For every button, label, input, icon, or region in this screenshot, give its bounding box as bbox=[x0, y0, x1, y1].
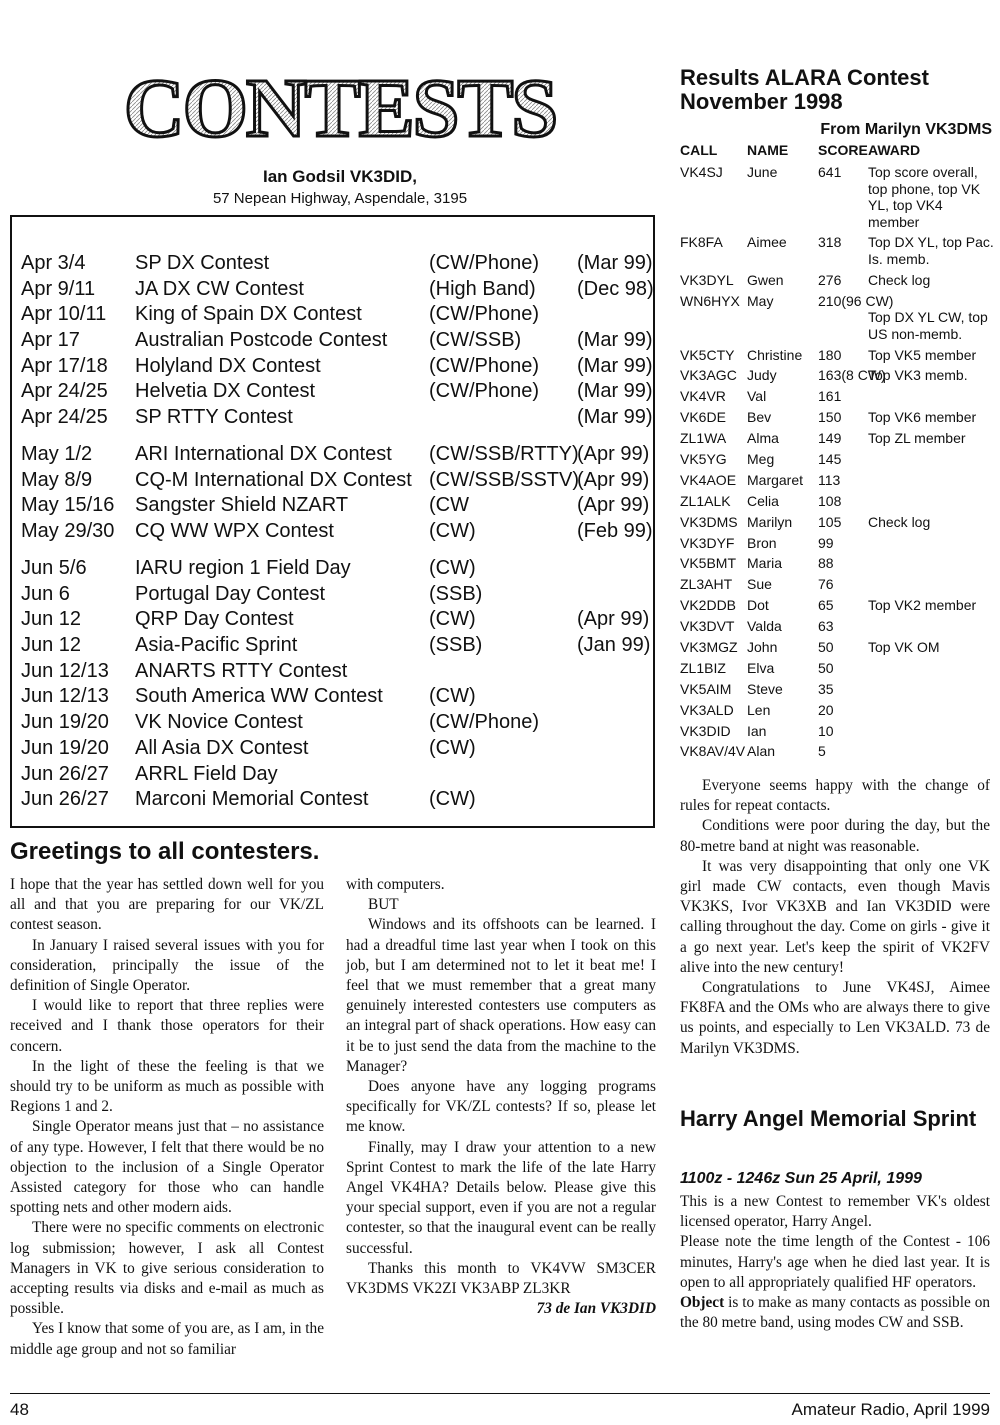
paragraph: It was very disappointing that only one VK girl made CW contacts, even though Mavis VK3KS, Ivor VK3XB and Ian VK3DID were calling throughout the day. Come on girls - give it a go next year. Let's keep the spirit of VK2FV alive into the new century! bbox=[680, 857, 990, 976]
result-name: Alan bbox=[747, 743, 776, 760]
header-call: CALL bbox=[680, 142, 718, 158]
results-row bbox=[680, 164, 992, 230]
paragraph: Yes I know that some of you are, as I am, in the middle age group and not so familiar bbox=[10, 1320, 324, 1358]
calendar-april bbox=[21, 250, 654, 430]
result-score: 10 bbox=[818, 722, 834, 739]
result-name: Judy bbox=[747, 367, 777, 384]
calendar-row bbox=[21, 735, 651, 761]
paragraph: Single Operator means just that – no assistance of any type. However, I felt that there would be no objection to the inclusion of a Single Operator Assisted category for those who can handle spotting nets and other modern aids. bbox=[10, 1118, 324, 1217]
contest-date: Apr 24/25 bbox=[21, 406, 108, 429]
result-name: Margaret bbox=[747, 471, 804, 488]
result-name: Valda bbox=[747, 618, 782, 635]
greetings-signature: 73 de Ian VK3DID bbox=[536, 1300, 656, 1318]
result-name: Aimee bbox=[747, 234, 787, 251]
calendar-row bbox=[21, 467, 651, 493]
result-award bbox=[868, 472, 994, 489]
result-score: 276 bbox=[818, 271, 842, 288]
result-award bbox=[868, 576, 994, 593]
calendar-june bbox=[21, 555, 651, 812]
result-score: 20 bbox=[818, 701, 834, 718]
contest-mode: (High Band) bbox=[429, 277, 536, 300]
results-row bbox=[680, 388, 992, 405]
contest-name: All Asia DX Contest bbox=[135, 736, 309, 759]
contest-reference: (Mar 99) bbox=[577, 354, 653, 377]
result-name: May bbox=[747, 292, 774, 309]
contest-calendar bbox=[10, 215, 655, 828]
result-score: 318 bbox=[818, 234, 842, 251]
contest-mode: (CW/SSB/RTTY) bbox=[429, 443, 579, 465]
contest-date: May 8/9 bbox=[21, 468, 93, 491]
calendar-row bbox=[21, 606, 651, 632]
calendar-row bbox=[21, 658, 651, 684]
contest-mode: (CW) bbox=[429, 685, 476, 708]
results-table bbox=[680, 164, 992, 764]
paragraph: Windows and its offshoots can be learned. I had a dreadful time last year when I took on this job, but I am determined not to let it beat me! I feel that we must remember that a great many genuinely interested contesters use computers as an integral part of shack operations. How easy can it be to just send the data from the machine to the Manager? bbox=[346, 916, 656, 1075]
contest-mode: (CW) bbox=[429, 520, 476, 543]
contest-name: Marconi Memorial Contest bbox=[135, 788, 369, 811]
contest-reference: (Mar 99) bbox=[577, 406, 653, 429]
contest-reference: (Feb 99) bbox=[577, 520, 653, 543]
contest-date: May 15/16 bbox=[21, 494, 115, 517]
greetings-heading: Greetings to all contesters. bbox=[10, 838, 320, 865]
results-row bbox=[680, 723, 992, 740]
result-score: 50 bbox=[818, 639, 834, 656]
calendar-row bbox=[21, 378, 651, 404]
calendar-row bbox=[21, 327, 651, 353]
contest-name: Helvetia DX Contest bbox=[135, 380, 316, 403]
calendar-row bbox=[21, 276, 654, 302]
publication-line: Amateur Radio, April 1999 bbox=[791, 1400, 990, 1419]
result-call: VK4VR bbox=[680, 388, 726, 405]
contest-date: Jun 12 bbox=[21, 634, 82, 657]
contest-reference: (Mar 99) bbox=[577, 329, 653, 352]
result-call: VK3MGZ bbox=[680, 639, 738, 656]
result-name: Elva bbox=[747, 659, 775, 676]
result-award: Top VK3 memb. bbox=[868, 367, 968, 384]
contest-name: Sangster Shield NZART bbox=[135, 494, 349, 517]
result-score: 105 bbox=[818, 513, 842, 530]
result-name: June bbox=[747, 164, 778, 180]
harry-object-label: Object bbox=[680, 1294, 725, 1312]
result-call: WN6HYX bbox=[680, 292, 740, 309]
greetings-column-2 bbox=[346, 875, 656, 1319]
contest-mode: (CW/Phone) bbox=[429, 380, 540, 403]
harry-para-2: Please note the time length of the Contest - 106 minutes, Harry's age when he died last year. It is open to all appropriately qualified HF operators. bbox=[680, 1233, 990, 1291]
contest-mode: (CW/Phone) bbox=[429, 303, 540, 326]
contest-name: VK Novice Contest bbox=[135, 711, 303, 734]
result-call: VK3DVT bbox=[680, 618, 735, 635]
harry-title: Harry Angel Memorial Sprint bbox=[680, 1106, 977, 1131]
contest-date: Apr 10/11 bbox=[21, 303, 107, 326]
result-name: Marilyn bbox=[747, 513, 793, 530]
greetings-column-1 bbox=[10, 875, 324, 1360]
result-award bbox=[868, 702, 994, 719]
results-row bbox=[680, 535, 992, 552]
result-name: Len bbox=[747, 701, 771, 718]
contest-name: South America WW Contest bbox=[135, 685, 383, 708]
paragraph: There were no specific comments on electronic log submission; however, I ask all Contest Managers in VK to give serious consideration to accepting results via disks and e-mail as much as possible. bbox=[10, 1219, 324, 1318]
result-score: 163(8 CW) bbox=[818, 367, 886, 384]
results-row bbox=[680, 514, 992, 531]
result-award bbox=[868, 743, 994, 760]
contest-name: Asia-Pacific Sprint bbox=[135, 634, 298, 657]
paragraph: Finally, may I draw your attention to a new Sprint Contest to mark the life of the late Harry Angel VK4HA? Details below. Please give this your special support, even if you are not a regular contester, so that the inaugural event can be really successful. bbox=[346, 1138, 656, 1257]
result-call: VK3DYF bbox=[680, 534, 735, 551]
results-row bbox=[680, 367, 992, 384]
contest-date: Jun 12 bbox=[21, 608, 82, 631]
paragraph: I hope that the year has settled down well for you all and that you are preparing for our VK/ZL contest season. bbox=[10, 876, 324, 934]
result-name: Dot bbox=[747, 597, 769, 614]
contest-date: Apr 24/25 bbox=[21, 380, 108, 403]
result-name: Bron bbox=[747, 534, 777, 551]
result-name: Bev bbox=[747, 409, 772, 426]
contest-reference: (Apr 99) bbox=[577, 608, 650, 631]
harry-subtitle: 1100z - 1246z Sun 25 April, 1999 bbox=[680, 1170, 922, 1187]
contest-name: CQ-M International DX Contest bbox=[135, 468, 412, 491]
calendar-row bbox=[21, 786, 651, 812]
contest-date: Jun 12/13 bbox=[21, 659, 109, 682]
contest-name: ARRL Field Day bbox=[135, 762, 278, 785]
result-call: VK5YG bbox=[680, 451, 727, 468]
results-from: From Marilyn VK3DMS bbox=[820, 121, 992, 138]
results-row bbox=[680, 472, 992, 489]
result-award bbox=[868, 723, 994, 740]
contest-date: Apr 9/11 bbox=[21, 277, 96, 300]
result-score: 76 bbox=[818, 576, 834, 593]
result-award: Check log bbox=[868, 513, 931, 530]
results-row bbox=[680, 451, 992, 468]
contest-name: QRP Day Contest bbox=[135, 608, 294, 631]
result-name: Maria bbox=[747, 555, 783, 572]
result-name: Sue bbox=[747, 576, 772, 593]
contests-banner bbox=[100, 62, 580, 148]
contest-reference: (Dec 98) bbox=[577, 277, 654, 300]
result-call: VK8AV/4V bbox=[680, 743, 746, 760]
contest-name: JA DX CW Contest bbox=[135, 277, 304, 300]
result-call: VK3DID bbox=[680, 722, 731, 739]
header-award: AWARD bbox=[868, 142, 921, 158]
result-award: Top DX YL CW, top US non-memb. bbox=[868, 309, 988, 342]
result-call: VK3AGC bbox=[680, 367, 737, 384]
result-call: VK2DDB bbox=[680, 597, 737, 614]
contest-mode: (CW/SSB) bbox=[429, 329, 522, 352]
results-row bbox=[680, 555, 992, 572]
paragraph: Conditions were poor during the day, but the 80-metre band at night was reasonable. bbox=[680, 817, 990, 855]
contest-name: Portugal Day Contest bbox=[135, 582, 326, 605]
result-award bbox=[868, 681, 994, 698]
result-score: 210(96 CW) bbox=[818, 292, 894, 309]
contest-reference: (Apr 99) bbox=[577, 494, 650, 517]
contest-name: Australian Postcode Contest bbox=[135, 329, 388, 352]
result-score: 63 bbox=[818, 618, 834, 635]
calendar-row bbox=[21, 555, 651, 581]
result-award bbox=[868, 618, 994, 635]
contest-date: May 29/30 bbox=[21, 520, 115, 543]
banner-title: CONTESTS bbox=[123, 62, 557, 148]
contest-date: Apr 3/4 bbox=[21, 252, 86, 274]
result-name: Alma bbox=[747, 430, 779, 447]
contest-reference: (Apr 99) bbox=[577, 443, 650, 465]
paragraph: I would like to report that three replies were received and I thank those operators for their concern. bbox=[10, 997, 324, 1055]
contest-mode: (CW/SSB/SSTV) bbox=[429, 468, 580, 491]
contest-mode: (CW/Phone) bbox=[429, 252, 540, 274]
results-title: Results ALARA Contest November 1998 bbox=[680, 65, 929, 114]
results-row bbox=[680, 660, 992, 677]
result-award: Top score overall, top phone, top VK YL, top VK4 member bbox=[868, 164, 981, 230]
contest-reference: (Jan 99) bbox=[577, 634, 651, 657]
result-name: Steve bbox=[747, 680, 783, 697]
calendar-row bbox=[21, 250, 651, 276]
result-award bbox=[868, 451, 994, 468]
page-number: 48 bbox=[10, 1400, 29, 1419]
result-call: VK4SJ bbox=[680, 164, 723, 180]
footer-rule bbox=[10, 1393, 990, 1394]
contest-name: SP RTTY Contest bbox=[135, 406, 293, 429]
contest-mode: (CW bbox=[429, 494, 469, 517]
results-row bbox=[680, 639, 992, 656]
paragraph: Everyone seems happy with the change of rules for repeat contacts. bbox=[680, 777, 990, 815]
contest-reference: (Apr 99) bbox=[577, 468, 650, 491]
result-score: 108 bbox=[818, 492, 842, 509]
contest-mode: (CW) bbox=[429, 608, 476, 631]
contest-name: ARI International DX Contest bbox=[135, 443, 392, 465]
contest-mode: (CW/Phone) bbox=[429, 354, 540, 377]
greetings-continuation: with computers. bbox=[346, 876, 445, 893]
header-score: SCORE bbox=[818, 142, 868, 158]
contest-name: Holyland DX Contest bbox=[135, 354, 321, 377]
result-award bbox=[868, 660, 994, 677]
contest-mode: (CW) bbox=[429, 736, 476, 759]
paragraph: In the light of these the feeling is that we should try to be uniform as much as possible with Regions 1 and 2. bbox=[10, 1057, 324, 1116]
result-call: ZL3AHT bbox=[680, 576, 733, 593]
contest-date: May 1/2 bbox=[21, 443, 93, 465]
results-row bbox=[680, 409, 992, 426]
result-award: Top VK6 member bbox=[868, 409, 977, 426]
result-award: Top VK OM bbox=[868, 639, 940, 656]
header-name: NAME bbox=[747, 142, 789, 158]
contest-date: Jun 26/27 bbox=[21, 788, 109, 811]
results-row bbox=[680, 234, 992, 267]
results-row bbox=[680, 293, 992, 343]
calendar-row bbox=[21, 761, 651, 787]
contest-name: IARU region 1 Field Day bbox=[135, 557, 351, 579]
result-award bbox=[868, 535, 994, 552]
contest-mode: (CW/Phone) bbox=[429, 711, 540, 734]
result-name: John bbox=[747, 639, 778, 656]
result-call: VK3DMS bbox=[680, 513, 738, 530]
contest-date: Jun 12/13 bbox=[21, 685, 109, 708]
calendar-row bbox=[21, 709, 651, 735]
results-row bbox=[680, 597, 992, 614]
result-score: 50 bbox=[818, 659, 834, 676]
result-name: Ian bbox=[747, 722, 767, 739]
contest-mode: (SSB) bbox=[429, 634, 483, 657]
contest-name: King of Spain DX Contest bbox=[135, 303, 362, 326]
contest-name: CQ WW WPX Contest bbox=[135, 520, 334, 543]
result-score: 641 bbox=[818, 164, 842, 180]
calendar-row bbox=[21, 632, 651, 658]
contest-mode: (CW) bbox=[429, 557, 476, 579]
contest-date: Jun 19/20 bbox=[21, 711, 109, 734]
result-call: VK5AIM bbox=[680, 680, 732, 697]
contest-date: Jun 6 bbox=[21, 582, 70, 605]
harry-body bbox=[680, 1192, 990, 1333]
result-award: Top VK2 member bbox=[868, 597, 977, 614]
result-award bbox=[868, 388, 994, 405]
calendar-row bbox=[21, 581, 651, 607]
calendar-row bbox=[21, 441, 651, 467]
result-award bbox=[868, 493, 994, 510]
paragraph: In January I raised several issues with you for consideration, principally the issue of the definition of Single Operator. bbox=[10, 936, 324, 995]
paragraph: Does anyone have any logging programs specifically for VK/ZL contests? If so, please let me know. bbox=[346, 1078, 656, 1136]
greetings-but: BUT bbox=[368, 896, 399, 914]
result-call: VK3DYL bbox=[680, 271, 734, 288]
result-award: Top VK5 member bbox=[868, 346, 977, 363]
result-score: 113 bbox=[818, 471, 841, 488]
paragraph: Congratulations to June VK4SJ, Aimee FK8FA and the OMs who are always there to give us points, and especially to Len VK3ALD. 73 de Marilyn VK3DMS. bbox=[680, 979, 990, 1057]
calendar-row bbox=[21, 683, 651, 709]
contest-reference: (Mar 99) bbox=[577, 252, 653, 274]
results-row bbox=[680, 618, 992, 635]
result-score: 150 bbox=[818, 409, 842, 426]
result-award: Check log bbox=[868, 271, 931, 288]
results-row bbox=[680, 347, 992, 364]
result-name: Gwen bbox=[747, 271, 784, 288]
result-score: 88 bbox=[818, 555, 834, 572]
result-score: 35 bbox=[818, 680, 834, 697]
contest-mode: (CW) bbox=[429, 788, 476, 811]
result-call: VK6DE bbox=[680, 409, 726, 426]
result-call: ZL1ALK bbox=[680, 492, 731, 509]
contest-date: Jun 5/6 bbox=[21, 557, 87, 579]
result-score: 65 bbox=[818, 597, 834, 614]
results-row bbox=[680, 272, 992, 289]
result-call: FK8FA bbox=[680, 234, 723, 251]
result-name: Meg bbox=[747, 451, 775, 468]
contest-date: Apr 17/18 bbox=[21, 354, 108, 377]
calendar-row bbox=[21, 353, 651, 379]
result-name: Celia bbox=[747, 492, 779, 509]
result-score: 161 bbox=[818, 388, 842, 405]
result-call: VK5BMT bbox=[680, 555, 737, 572]
result-call: ZL1WA bbox=[680, 430, 727, 447]
results-row bbox=[680, 576, 992, 593]
contest-name: SP DX Contest bbox=[135, 252, 270, 274]
calendar-row bbox=[21, 301, 651, 327]
results-row bbox=[680, 430, 992, 447]
contest-mode: (SSB) bbox=[429, 582, 483, 605]
result-award bbox=[868, 555, 994, 572]
calendar-may bbox=[21, 441, 651, 544]
result-award: Top DX YL, top Pac. Is. memb. bbox=[868, 234, 994, 267]
contest-date: Jun 19/20 bbox=[21, 736, 109, 759]
harry-object-text: is to make as many contacts as possible on the 80 metre band, using modes CW and SSB. bbox=[680, 1294, 990, 1332]
results-commentary bbox=[680, 776, 990, 1059]
paragraph: Thanks this month to VK4VW SM3CER VK3DMS VK2ZI VK3ABP ZL3KR bbox=[346, 1259, 656, 1298]
result-score: 180 bbox=[818, 346, 842, 363]
harry-para-1: This is a new Contest to remember VK's oldest licensed operator, Harry Angel. bbox=[680, 1193, 990, 1231]
result-call: VK5CTY bbox=[680, 346, 735, 363]
contest-reference: (Mar 99) bbox=[577, 380, 653, 403]
calendar-row bbox=[21, 404, 651, 430]
results-row bbox=[680, 681, 992, 698]
result-call: ZL1BIZ bbox=[680, 659, 726, 676]
results-row bbox=[680, 493, 992, 510]
contest-name: ANARTS RTTY Contest bbox=[135, 659, 348, 682]
result-call: VK3ALD bbox=[680, 701, 734, 718]
contest-date: Jun 26/27 bbox=[21, 762, 109, 785]
result-score: 149 bbox=[818, 430, 842, 447]
result-award: Top ZL member bbox=[868, 430, 966, 447]
result-score: 145 bbox=[818, 451, 842, 468]
calendar-row bbox=[21, 518, 651, 544]
author-name: Ian Godsil VK3DID, bbox=[263, 167, 417, 186]
results-row bbox=[680, 743, 992, 760]
results-row bbox=[680, 702, 992, 719]
contest-date: Apr 17 bbox=[21, 329, 80, 352]
result-score: 5 bbox=[818, 743, 826, 760]
author-address: 57 Nepean Highway, Aspendale, 3195 bbox=[212, 190, 468, 207]
result-name: Christine bbox=[747, 346, 803, 363]
calendar-row bbox=[21, 492, 651, 518]
result-call: VK4AOE bbox=[680, 471, 737, 488]
result-score: 99 bbox=[818, 534, 834, 551]
result-name: Val bbox=[747, 388, 767, 405]
